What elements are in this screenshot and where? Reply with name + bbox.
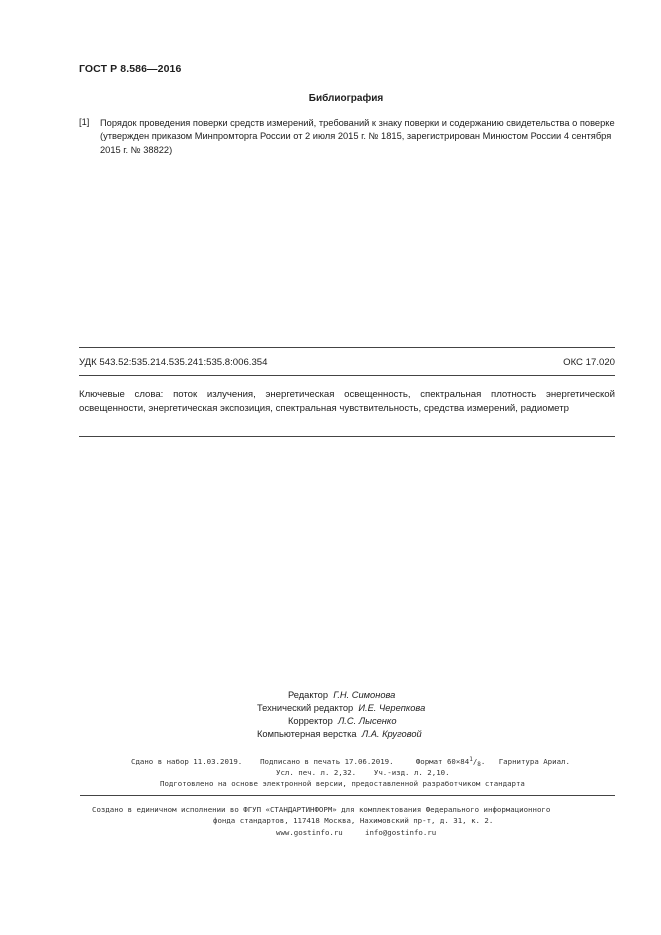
divider-middle [79, 375, 615, 376]
layout-name: Л.А. Круговой [361, 729, 422, 739]
format-den: 8 [477, 761, 481, 768]
format-label: Формат 60×84 [415, 757, 470, 766]
keywords-text: поток излучения, энергетическая освещенность, спектральная плотность энергетической освещенности, энергетическая экспозиция, спектральная чувствительность, средства измерений, радиометр [79, 389, 616, 414]
udc-code: УДК 543.52:535.214.535.241:535.8:006.354 [79, 357, 268, 368]
divider-top [79, 347, 615, 348]
oks-code: ОКС 17.020 [563, 357, 615, 368]
editor-role: Редактор [288, 690, 329, 700]
print-sheets: Усл. печ. л. 2,32. [276, 768, 357, 777]
prepared-note: Подготовлено на основе электронной версии, предоставленной разработчиком стандарта [160, 779, 525, 788]
corrector-role: Корректор [288, 716, 333, 726]
format-num: 1 [469, 756, 473, 763]
publisher-email[interactable]: info@gostinfo.ru [365, 828, 437, 837]
publisher-website[interactable]: www.gostinfo.ru [276, 828, 343, 837]
credit-tech-editor [257, 703, 425, 713]
publisher-contacts [276, 828, 436, 837]
corrector-name: Л.С. Лысенко [337, 716, 397, 726]
layout-role: Компьютерная верстка [257, 729, 357, 739]
tech-editor-name: И.Е. Черепкова [358, 703, 426, 713]
divider-publisher [80, 795, 615, 796]
credit-corrector [288, 716, 396, 726]
publisher-line-1: Создано в единичном исполнении во ФГУП «СТАНДАРТИНФОРМ» для комплектования Федерального информационного [92, 805, 551, 814]
tech-editor-role: Технический редактор [257, 703, 354, 713]
bibliography-entry-text: Порядок проведения поверки средств измерений, требований к знаку поверки и содержанию свидетельства о поверке (утвержден приказом Минпромторга России от 2 июля 2015 г. № 1815, зарегистрирован Минюстом России 4 сентября 2015 г. № 38822) [100, 118, 615, 155]
credit-layout [257, 729, 422, 739]
bibliography-entry-number: [1] [79, 117, 90, 127]
imprint-line-2 [276, 768, 450, 777]
divider-bottom [79, 436, 615, 437]
standard-code: ГОСТ Р 8.586—2016 [79, 63, 182, 75]
keywords-label: Ключевые слова: [79, 389, 164, 400]
editor-name: Г.Н. Симонова [333, 690, 396, 700]
credit-editor [288, 690, 395, 700]
bibliography-title: Библиография [308, 93, 384, 104]
keywords-block [79, 388, 615, 415]
imprint-line-1: Сдано в набор 11.03.2019. Подписано в печать 17.06.2019. Формат $60\times 84^1/_8$. Гарнитура Ариал. [131, 756, 570, 768]
sent-to-print: Сдано в набор 11.03.2019. [131, 757, 243, 766]
signed-to-print: Подписано в печать 17.06.2019. [260, 757, 394, 766]
publishing-sheets: Уч.-изд. л. 2,10. [373, 768, 450, 777]
typeface: Гарнитура Ариал. [498, 757, 570, 766]
publisher-line-2: фонда стандартов, 117418 Москва, Нахимовский пр-т, д. 31, к. 2. [213, 816, 494, 825]
